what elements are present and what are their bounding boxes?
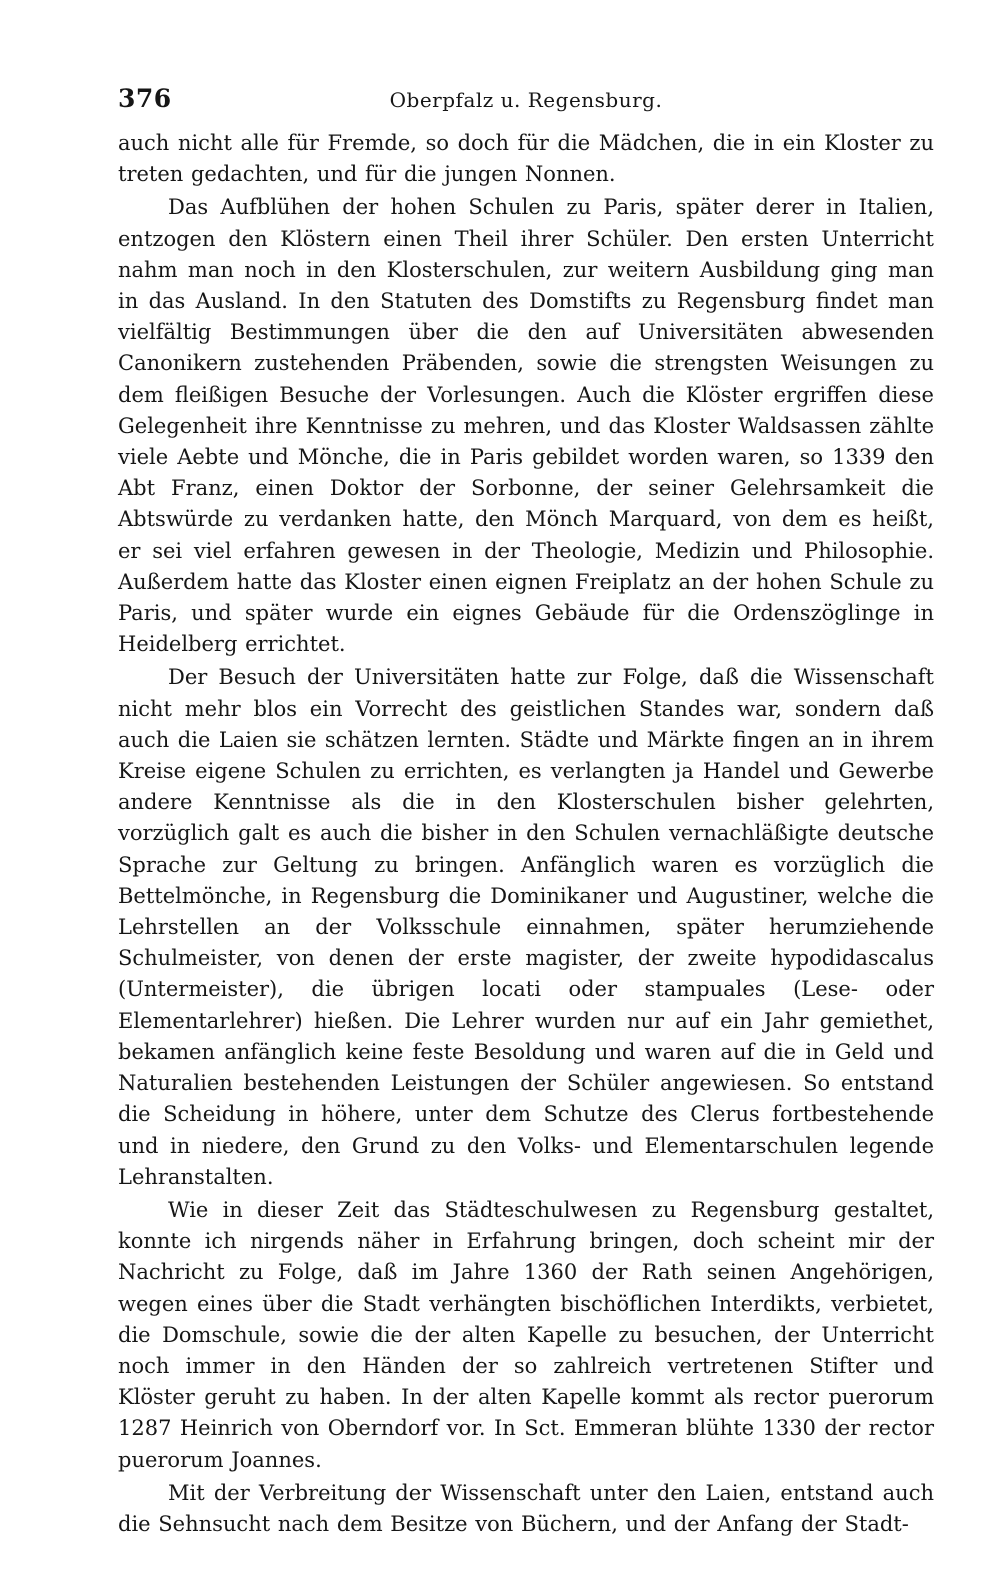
- paragraph-continued: auch nicht alle für Fremde, so doch für die Mädchen, die in ein Kloster zu treten gedachten, und für die jungen Nonnen.: [118, 131, 934, 187]
- page-header: [118, 84, 934, 120]
- page-body: [118, 128, 934, 1540]
- running-head: Oberpfalz u. Regensburg.: [389, 88, 663, 112]
- paragraph: Das Aufblühen der hohen Schulen zu Paris, später derer in Italien, entzogen den Klöstern einen Theil ihrer Schüler. Den ersten Unterricht nahm man noch in den Klosterschulen, zur weitern Ausbildung ging man in das Ausland. In den Statuten des Domstifts zu Regensburg findet man vielfältig Bestimmungen über die den auf Universitäten abwesenden Canonikern zustehenden Präbenden, sowie die strengsten Weisungen zu dem fleißigen Besuche der Vorlesungen. Auch die Klöster ergriffen diese Gelegenheit ihre Kenntnisse zu mehren, und das Kloster Waldsassen zählte viele Aebte und Mönche, die in Paris gebildet worden waren, so 1339 den Abt Franz, einen Doktor der Sorbonne, der seiner Gelehrsamkeit die Abtswürde zu verdanken hatte, den Mönch Marquard, von dem es heißt, er sei viel erfahren gewesen in der Theologie, Medizin und Philosophie. Außerdem hatte das Kloster einen eignen Freiplatz an der hohen Schule zu Paris, und später wurde ein eignes Gebäude für die Ordenszöglinge in Heidelberg errichtet.: [118, 195, 934, 657]
- paragraph: Der Besuch der Universitäten hatte zur Folge, daß die Wissenschaft nicht mehr blos ein Vorrecht des geistlichen Standes war, sondern daß auch die Laien sie schätzen lernten. Städte und Märkte fingen an in ihrem Kreise eigene Schulen zu errichten, es verlangten ja Handel und Gewerbe andere Kenntnisse als die in den Klosterschulen bisher gelehrten, vorzüglich galt es auch die bisher in den Schulen vernachläßigte deutsche Sprache zur Geltung zu bringen. Anfänglich waren es vorzüglich die Bettelmönche, in Regensburg die Dominikaner und Augustiner, welche die Lehrstellen an der Volksschule einnahmen, später herumziehende Schulmeister, von denen der erste magister, der zweite hypodidascalus (Untermeister), die übrigen locati oder stampuales (Lese- oder Elementarlehrer) hießen. Die Lehrer wurden nur auf ein Jahr gemiethet, bekamen anfänglich keine feste Besoldung und waren auf die in Geld und Naturalien bestehenden Leistungen der Schüler angewiesen. So entstand die Scheidung in höhere, unter dem Schutze des Clerus fortbestehende und in niedere, den Grund zu den Volks- und Elementarschulen legende Lehranstalten.: [118, 665, 934, 1189]
- page-number: 376: [118, 84, 172, 113]
- paragraph: Mit der Verbreitung der Wissenschaft unter den Laien, entstand auch die Sehnsucht nach dem Besitze von Büchern, und der Anfang der Stadt-: [118, 1480, 934, 1536]
- book-page: [118, 84, 934, 1540]
- paragraph: Wie in dieser Zeit das Städteschulwesen zu Regensburg gestaltet, konnte ich nirgends näher in Erfahrung bringen, doch scheint mir der Nachricht zu Folge, daß im Jahre 1360 der Rath seinen Angehörigen, wegen eines über die Stadt verhängten bischöflichen Interdikts, verbietet, die Domschule, sowie die der alten Kapelle zu besuchen, der Unterricht noch immer in den Händen der so zahlreich vertretenen Stifter und Klöster geruht zu haben. In der alten Kapelle kommt als rector puerorum 1287 Heinrich von Oberndorf vor. In Sct. Emmeran blühte 1330 der rector puerorum Joannes.: [118, 1197, 934, 1472]
